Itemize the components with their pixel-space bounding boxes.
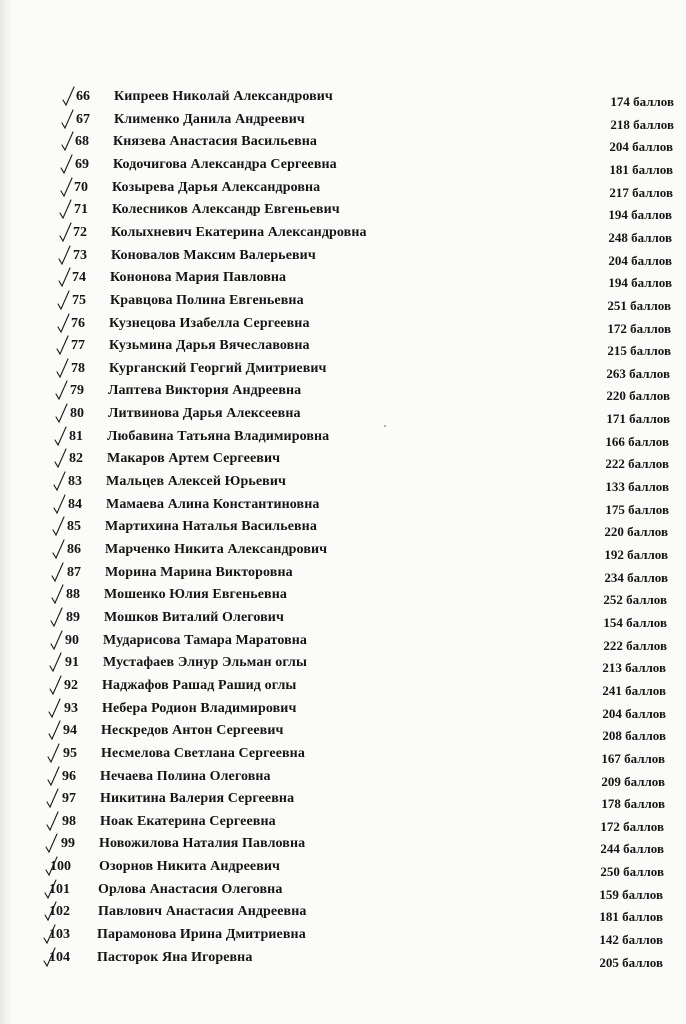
score-value: 172 баллов [600,819,664,834]
list-row [0,541,686,563]
score-value: 204 баллов [608,253,672,268]
list-row [0,179,686,201]
person-name: Марченко Никита Александрович [105,542,328,557]
checkmark-icon [57,313,71,335]
row-number: 103 [49,927,70,942]
list-row [0,111,686,133]
row-number: 97 [62,791,76,806]
checkmark-icon [47,766,61,788]
score-value: 263 баллов [606,366,670,381]
score-value: 192 баллов [604,547,668,562]
list-row [0,903,686,925]
row-number: 69 [75,157,89,172]
person-name: Нескредов Антон Сергеевич [101,723,284,738]
row-number: 101 [49,882,70,897]
list-row [0,315,686,337]
score-value: 174 баллов [610,94,674,109]
row-number: 86 [67,542,81,557]
row-number: 91 [65,655,79,670]
checkmark-icon [52,539,66,561]
row-number: 67 [76,112,90,127]
score-value: 222 баллов [603,638,667,653]
checkmark-icon [48,720,62,742]
person-name: Кононова Мария Павловна [110,270,287,285]
person-name: Коновалов Максим Валерьевич [111,248,316,263]
list-row [0,201,686,223]
person-name: Курганский Георгий Дмитриевич [109,361,327,376]
list-row [0,745,686,767]
row-number: 84 [68,497,82,512]
list-row [0,677,686,699]
list-row [0,518,686,540]
person-name: Мартихина Наталья Васильевна [105,519,317,534]
list-row [0,224,686,246]
list-row [0,428,686,450]
score-value: 194 баллов [608,275,672,290]
row-number: 94 [63,723,77,738]
score-value: 213 баллов [602,660,666,675]
score-value: 178 баллов [601,796,665,811]
checkmark-icon [52,516,66,538]
list-row [0,133,686,155]
row-number: 87 [67,565,81,580]
checkmark-icon [57,290,71,312]
score-value: 142 баллов [599,932,663,947]
row-number: 70 [74,180,88,195]
list-row [0,722,686,744]
list-row [0,382,686,404]
score-value: 204 баллов [602,706,666,721]
row-number: 74 [72,270,86,285]
score-value: 181 баллов [599,909,663,924]
checkmark-icon [48,698,62,720]
checkmark-icon [46,811,60,833]
person-name: Колыхневич Екатерина Александровна [111,225,367,240]
score-value: 209 баллов [601,774,665,789]
row-number: 68 [75,134,89,149]
score-value: 181 баллов [609,162,673,177]
score-value: 154 баллов [603,615,667,630]
list-row [0,269,686,291]
list-row [0,586,686,608]
scan-speck [384,425,386,427]
person-name: Морина Марина Викторовна [105,565,293,580]
checkmark-icon [51,562,65,584]
person-name: Козырева Дарья Александровна [112,180,321,195]
score-value: 250 баллов [600,864,664,879]
row-number: 75 [72,293,86,308]
row-number: 89 [66,610,80,625]
row-number: 83 [68,474,82,489]
person-name: Павлович Анастасия Андреевна [98,904,307,919]
person-name: Мальцев Алексей Юрьевич [106,474,286,489]
row-number: 102 [49,904,70,919]
person-name: Литвинова Дарья Алексеевна [108,406,301,421]
row-number: 92 [64,678,78,693]
score-value: 194 баллов [608,207,672,222]
list-row [0,609,686,631]
checkmark-icon [58,245,72,267]
checkmark-icon [54,448,68,470]
person-name: Небера Родион Владимирович [102,701,297,716]
person-name: Лаптева Виктория Андреевна [108,383,302,398]
score-value: 133 баллов [605,479,669,494]
person-name: Макаров Артем Сергеевич [107,451,281,466]
list-row [0,88,686,110]
person-name: Кравцова Полина Евгеньевна [110,293,304,308]
person-name: Ноак Екатерина Сергеевна [100,814,276,829]
score-value: 244 баллов [600,841,664,856]
checkmark-icon [47,743,61,765]
list-row [0,156,686,178]
list-row [0,247,686,269]
score-value: 220 баллов [606,388,670,403]
list-row [0,292,686,314]
person-name: Наджафов Рашад Рашид оглы [102,678,297,693]
list-row [0,360,686,382]
person-name: Мударисова Тамара Маратовна [103,633,308,648]
row-number: 71 [74,202,88,217]
score-value: 159 баллов [599,887,663,902]
checkmark-icon [56,335,70,357]
checkmark-icon [60,177,74,199]
checkmark-icon [61,131,75,153]
person-name: Новожилова Наталия Павловна [99,836,306,851]
checkmark-icon [49,675,63,697]
row-number: 85 [67,519,81,534]
row-number: 88 [66,587,80,602]
row-number: 77 [71,338,85,353]
score-value: 175 баллов [605,502,669,517]
row-number: 104 [49,950,70,965]
person-name: Мошков Виталий Олегович [104,610,284,625]
list-row [0,632,686,654]
person-name: Клименко Данила Андреевич [114,112,305,127]
row-number: 78 [71,361,85,376]
score-value: 172 баллов [607,321,671,336]
checkmark-icon [61,109,75,131]
row-number: 73 [73,248,87,263]
row-number: 100 [50,859,71,874]
list-row [0,337,686,359]
list-row [0,813,686,835]
row-number: 79 [70,383,84,398]
person-name: Никитина Валерия Сергеевна [100,791,295,806]
score-value: 204 баллов [609,139,673,154]
score-value: 234 баллов [604,570,668,585]
score-value: 218 баллов [610,117,674,132]
score-value: 222 баллов [605,456,669,471]
list-row [0,881,686,903]
person-name: Кодочигова Александра Сергеевна [113,157,337,172]
score-value: 171 баллов [606,411,670,426]
person-name: Нечаева Полина Олеговна [100,769,271,784]
checkmark-icon [56,358,70,380]
person-name: Пасторок Яна Игоревна [97,950,253,965]
score-value: 215 баллов [607,343,671,358]
person-name: Князева Анастасия Васильевна [113,134,318,149]
list-row [0,496,686,518]
person-name: Мустафаев Элнур Эльман оглы [103,655,308,670]
score-value: 167 баллов [601,751,665,766]
row-number: 99 [61,836,75,851]
checkmark-icon [53,471,67,493]
row-number: 96 [62,769,76,784]
person-name: Кипреев Николай Александрович [114,89,333,104]
checkmark-icon [54,426,68,448]
score-value: 220 баллов [604,524,668,539]
person-name: Колесников Александр Евгеньевич [112,202,340,217]
row-number: 98 [62,814,76,829]
row-number: 93 [64,701,78,716]
checkmark-icon [45,833,59,855]
list-row [0,700,686,722]
list-row [0,790,686,812]
row-number: 72 [73,225,87,240]
row-number: 95 [63,746,77,761]
score-value: 217 баллов [609,185,673,200]
list-row [0,450,686,472]
row-number: 82 [69,451,83,466]
row-number: 81 [69,429,83,444]
score-value: 251 баллов [607,298,671,313]
checkmark-icon [60,154,74,176]
list-row [0,654,686,676]
list-row [0,473,686,495]
score-value: 248 баллов [608,230,672,245]
list-row [0,926,686,948]
row-number: 80 [70,406,84,421]
person-name: Кузьмина Дарья Вячеславовна [109,338,310,353]
person-name: Орлова Анастасия Олеговна [98,882,283,897]
checkmark-icon [50,607,64,629]
score-value: 252 баллов [603,592,667,607]
person-name: Озорнов Никита Андреевич [99,859,281,874]
person-name: Любавина Татьяна Владимировна [107,429,330,444]
person-name: Мошенко Юлия Евгеньевна [104,587,287,602]
checkmark-icon [59,199,73,221]
checkmark-icon [50,630,64,652]
score-value: 241 баллов [602,683,666,698]
list-row [0,858,686,880]
row-number: 76 [71,316,85,331]
checkmark-icon [55,403,69,425]
list-row [0,768,686,790]
person-name: Парамонова Ирина Дмитриевна [97,927,306,942]
score-value: 208 баллов [602,728,666,743]
checkmark-icon [51,584,65,606]
list-row [0,405,686,427]
person-name: Несмелова Светлана Сергеевна [101,746,305,761]
checkmark-icon [53,494,67,516]
person-name: Кузнецова Изабелла Сергеевна [109,316,310,331]
checkmark-icon [58,267,72,289]
person-name: Мамаева Алина Константиновна [106,497,320,512]
list-row [0,564,686,586]
score-value: 205 баллов [599,955,663,970]
checkmark-icon [59,222,73,244]
checkmark-icon [46,788,60,810]
checkmark-icon [49,652,63,674]
list-row [0,835,686,857]
score-value: 166 баллов [605,434,669,449]
row-number: 90 [65,633,79,648]
row-number: 66 [76,89,90,104]
checkmark-icon [62,86,76,108]
list-row [0,949,686,971]
checkmark-icon [55,380,69,402]
